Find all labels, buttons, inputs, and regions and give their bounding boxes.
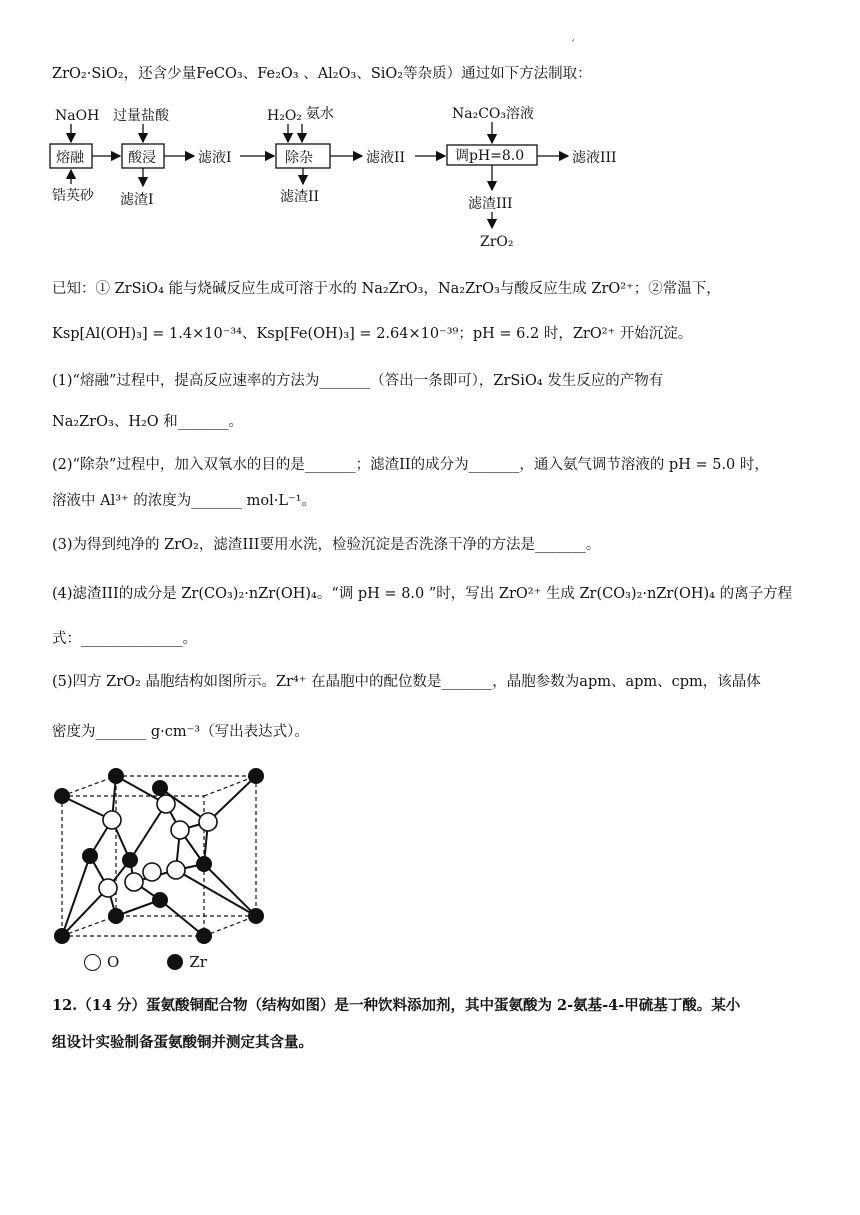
residue-2: 滤渣II [280,189,320,205]
reagent-h2o2: H₂O₂ [267,108,302,124]
zro2-unit-cell-diagram [40,760,280,950]
filtrate-1: 滤液I [198,150,232,166]
question-2b: 溶液中 Al³⁺ 的浓度为_______ mol·L⁻¹。 [52,493,316,509]
question-3: (3)为得到纯净的 ZrO₂，滤渣III要用水洗，检验沉淀是否洗涤干净的方法是_______。 [52,537,601,553]
stray-mark: ˊ [570,40,575,51]
oxygen-legend-icon [84,954,101,971]
known-line-2: Ksp[Al(OH)₃] = 1.4×10⁻³⁴、Ksp[Fe(OH)₃] = 2.64×10⁻³⁹；pH = 6.2 时，ZrO²⁺ 开始沉淀。 [52,326,693,342]
step-acid: 酸浸 [128,150,156,166]
question-4b: 式：______________。 [52,631,197,647]
legend-o-label: O [107,953,120,971]
zirconium-legend-icon [167,954,183,970]
reagent-hcl: 过量盐酸 [113,108,169,124]
question-5a: (5)四方 ZrO₂ 晶胞结构如图所示。Zr⁴⁺ 在晶胞中的配位数是_______，晶胞参数为apm、apm、cpm，该晶体 [52,674,761,690]
question-1b: Na₂ZrO₃、H₂O 和_______。 [52,414,244,430]
legend-zr-label: Zr [189,953,207,971]
question-5b: 密度为_______ g·cm⁻³（写出表达式）。 [52,724,309,740]
residue-1: 滤渣I [120,192,154,208]
product-zro2: ZrO₂ [480,234,514,250]
question-12-line-1: 12.（14 分）蛋氨酸铜配合物（结构如图）是一种饮料添加剂，其中蛋氨酸为 2-氨基-4-甲硫基丁酸。某小 [52,997,741,1014]
step-ph: 调pH=8.0 [455,148,525,164]
reagent-naoh: NaOH [55,108,100,124]
known-line-1: 已知：① ZrSiO₄ 能与烧碱反应生成可溶于水的 Na₂ZrO₃，Na₂ZrO₃与酸反应生成 ZrO²⁺；②常温下， [52,281,721,297]
filtrate-2: 滤液II [366,150,406,166]
step-melt: 熔融 [56,150,84,166]
question-12-line-2: 组设计实验制备蛋氨酸铜并测定其含量。 [52,1034,313,1051]
intro-text: ZrO₂·SiO₂，还含少量FeCO₃、Fe₂O₃ 、Al₂O₃、SiO₂等杂质）通过如下方法制取： [52,66,592,82]
reagent-ammonia: 氨水 [306,106,334,122]
question-1a: (1)“熔融”过程中，提高反应速率的方法为_______（答出一条即可），ZrSiO₄ 发生反应的产物有 [52,373,664,389]
question-4a: (4)滤渣III的成分是 Zr(CO₃)₂·nZr(OH)₄。“调 pH = 8.0 ”时，写出 ZrO²⁺ 生成 Zr(CO₃)₂·nZr(OH)₄ 的离子方程 [52,586,793,602]
question-2a: (2)“除杂”过程中，加入双氧水的目的是_______；滤渣II的成分为_______，通入氨气调节溶液的 pH = 5.0 时， [52,457,769,473]
step-purify: 除杂 [285,150,313,166]
reagent-na2co3: Na₂CO₃溶液 [452,106,535,122]
crystal-legend [84,953,207,971]
process-flowchart [40,100,660,260]
reagent-zircon: 锆英砂 [52,188,94,204]
residue-3: 滤渣III [468,196,513,212]
filtrate-3: 滤液III [572,150,617,166]
